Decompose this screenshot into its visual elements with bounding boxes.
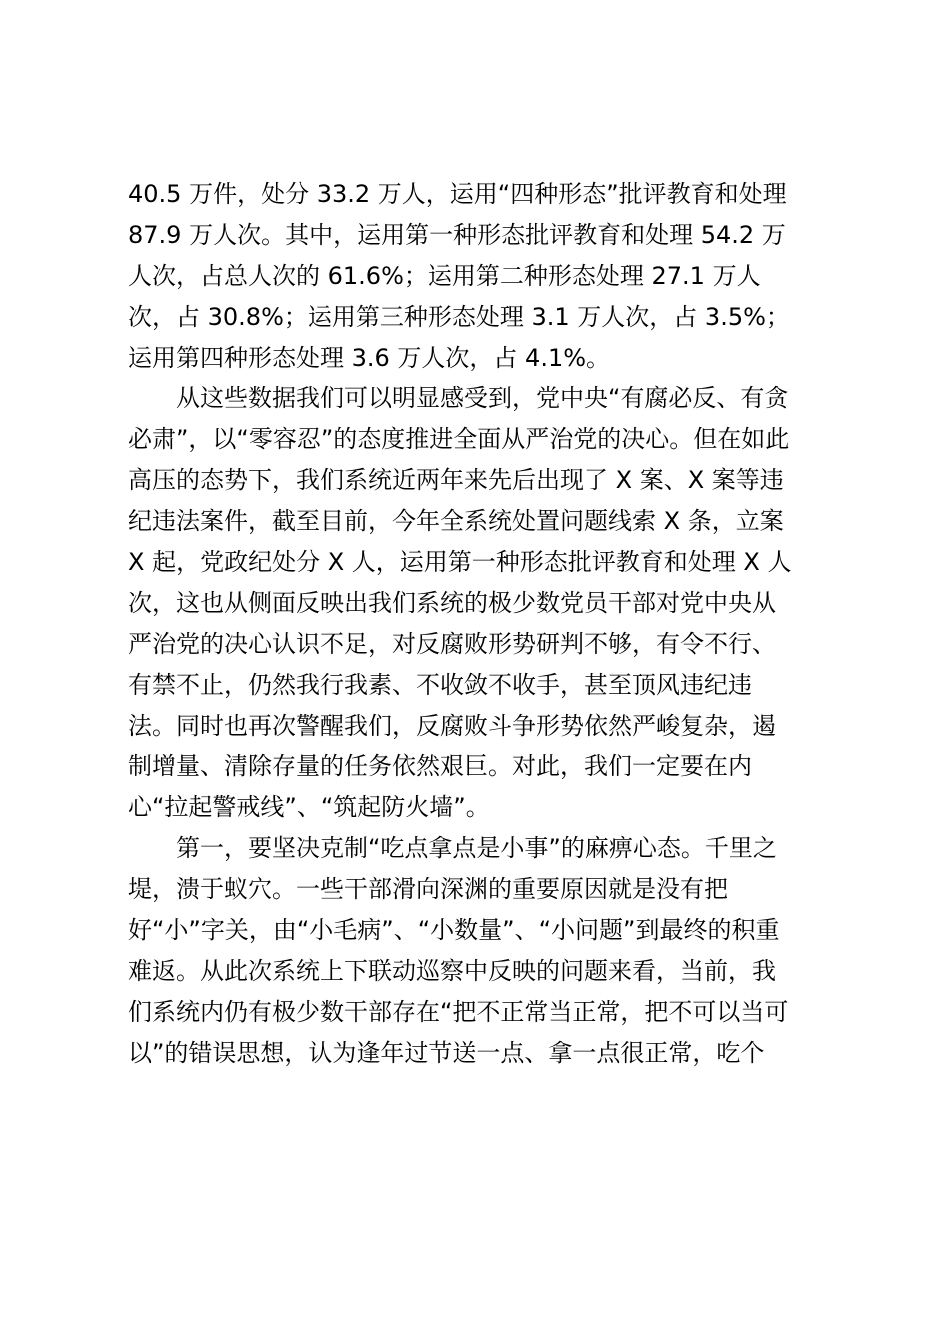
text-line: 好“小”字关，由“小毛病”、“小数量”、“小问题”到最终的积重 xyxy=(128,916,780,945)
text-line: 法。同时也再次警醒我们，反腐败斗争形势依然严峻复杂，遏 xyxy=(128,711,776,740)
text-line: 制增量、清除存量的任务依然艰巨。对此，我们一定要在内 xyxy=(128,752,752,781)
text-line: 纪违法案件，截至目前，今年全系统处置问题线索 X 条，立案 xyxy=(128,507,784,536)
body-text xyxy=(128,174,838,1074)
text-line: 运用第四种形态处理 3.6 万人次，占 4.1%。 xyxy=(128,343,611,372)
text-line: 以”的错误思想，认为逢年过节送一点、拿一点很正常，吃个 xyxy=(128,1038,765,1067)
text-line: 难返。从此次系统上下联动巡察中反映的问题来看，当前，我 xyxy=(128,956,776,985)
text-line: 堤，溃于蚁穴。一些干部滑向深渊的重要原因就是没有把 xyxy=(128,875,728,904)
text-line: 次，占 30.8%；运用第三种形态处理 3.1 万人次，占 3.5%； xyxy=(128,302,790,331)
text-line: 心“拉起警戒线”、“筑起防火墙”。 xyxy=(128,793,490,822)
text-line: 人次，占总人次的 61.6%；运用第二种形态处理 27.1 万人 xyxy=(128,261,761,290)
text-line: 高压的态势下，我们系统近两年来先后出现了 X 案、X 案等违 xyxy=(128,466,784,495)
text-line: 从这些数据我们可以明显感受到，党中央“有腐必反、有贪 xyxy=(128,384,789,413)
text-line: 必肃”，以“零容忍”的态度推进全面从严治党的决心。但在如此 xyxy=(128,425,790,454)
text-line: 有禁不止，仍然我行我素、不收敛不收手，甚至顶风违纪违 xyxy=(128,670,752,699)
text-line: 次，这也从侧面反映出我们系统的极少数党员干部对党中央从 xyxy=(128,588,776,617)
text-line: 87.9 万人次。其中，运用第一种形态批评教育和处理 54.2 万 xyxy=(128,220,786,249)
text-line: 严治党的决心认识不足，对反腐败形势研判不够，有令不行、 xyxy=(128,629,776,658)
text-line: X 起，党政纪处分 X 人，运用第一种形态批评教育和处理 X 人 xyxy=(128,548,792,577)
text-line: 40.5 万件，处分 33.2 万人，运用“四种形态”批评教育和处理 xyxy=(128,180,787,208)
text-line: 第一，要坚决克制“吃点拿点是小事”的麻痹心态。千里之 xyxy=(128,834,777,863)
text-line: 们系统内仍有极少数干部存在“把不正常当正常，把不可以当可 xyxy=(128,997,789,1026)
